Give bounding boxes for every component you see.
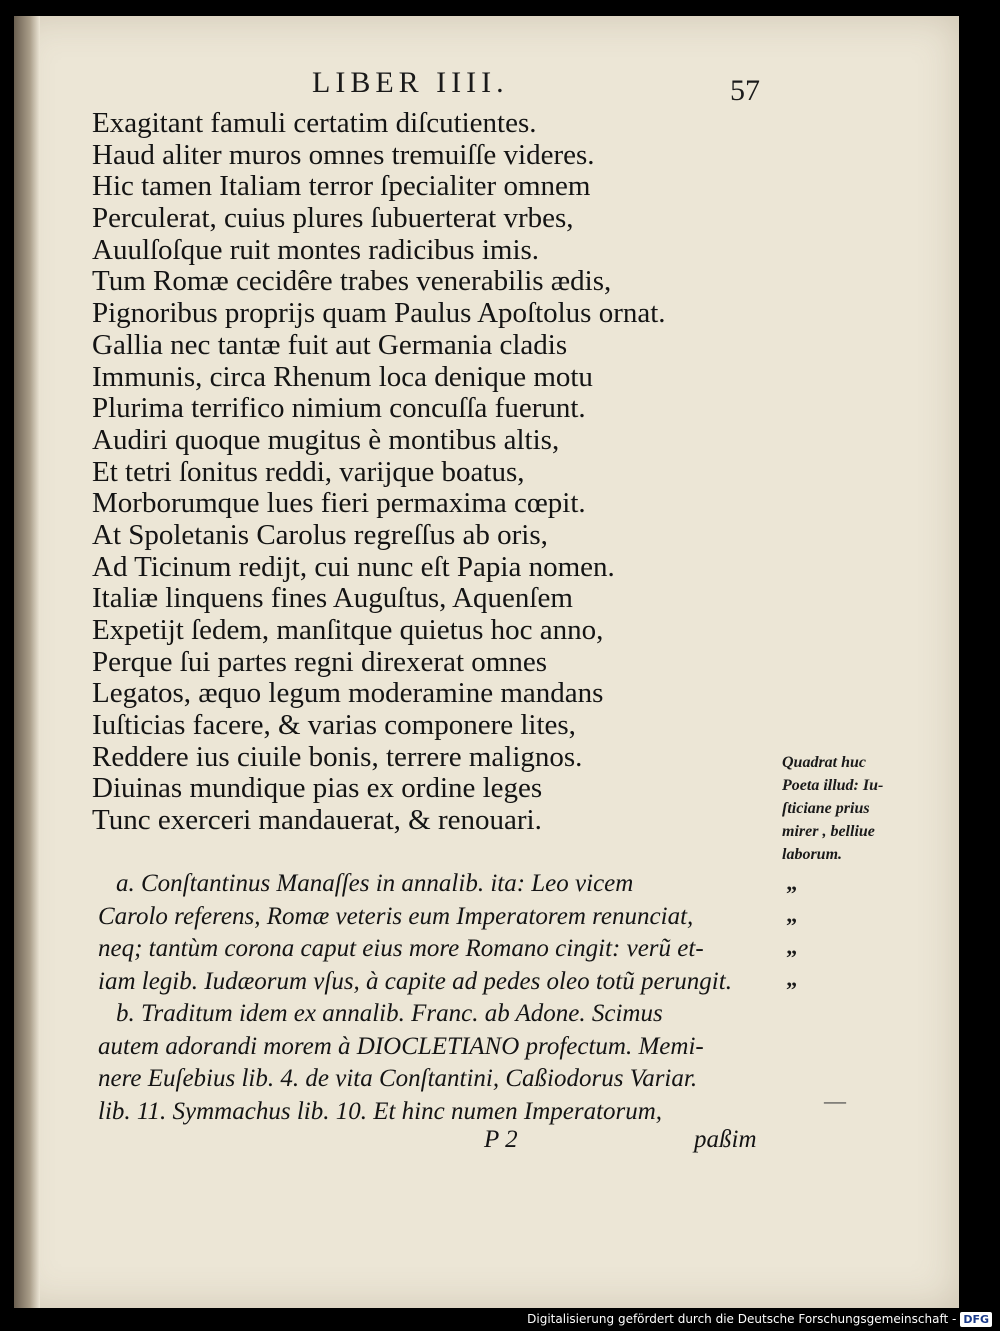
- verse-line: Perque ſui partes regni direxerat omnes: [92, 645, 547, 678]
- verse-line: Diuinas mundique pias ex ordine leges: [92, 772, 543, 805]
- marginal-note-line: laborum.: [782, 846, 843, 863]
- footnote-line: neq; tantùm corona caput eius more Romano cingit: verũ et-: [98, 935, 704, 962]
- book-spine-shadow: [14, 16, 40, 1308]
- marginal-note-line: Poeta illud: Iu-: [782, 777, 884, 794]
- footnote-line: autem adorandi morem à DIOCLETIANO profectum. Memi-: [98, 1032, 704, 1060]
- verse-line: Morborumque lues fieri permaxima cœpit.: [92, 487, 586, 520]
- verse-line: Gallia nec tantæ fuit aut Germania cladis: [92, 328, 568, 361]
- verse-line: Reddere ius ciuile bonis, terrere malignos.: [92, 740, 583, 773]
- verse-block: [92, 108, 772, 837]
- running-header: LIBER IIII.: [312, 66, 509, 99]
- footnote-line: iam legib. Iudæorum vſus, à capite ad pedes oleo totũ perungit.: [98, 967, 732, 995]
- footnote-line: nere Euſebius lib. 4. de vita Conſtantini, Caßiodorus Variar.: [98, 1065, 698, 1092]
- marginal-note-line: mirer , belliue: [782, 823, 875, 840]
- quote-mark: ”: [786, 945, 797, 970]
- credit-text: Digitalisierung gefördert durch die Deutsche Forschungsgemeinschaft -: [527, 1312, 957, 1326]
- margin-dash: —: [824, 1088, 846, 1113]
- verse-line: Immunis, circa Rhenum loca denique motu: [92, 360, 593, 393]
- verse-line: Audiri quoque mugitus è montibus altis,: [92, 423, 560, 456]
- dfg-logo: DFG: [960, 1312, 992, 1327]
- verse-line: Expetijt ſedem, manſitque quietus hoc anno,: [92, 614, 604, 646]
- verse-line: Pignoribus proprijs quam Paulus Apoſtolus ornat.: [92, 297, 666, 330]
- verse-line: Auulſoſque ruit montes radicibus imis.: [92, 233, 540, 266]
- page-number: 57: [730, 74, 760, 107]
- book-page: [14, 16, 959, 1308]
- verse-line: At Spoletanis Carolus regreſſus ab oris,: [92, 518, 548, 551]
- footnotes-block: [98, 868, 788, 1128]
- marginal-note-line: Quadrat huc: [782, 754, 867, 771]
- catchword: paßim: [694, 1126, 757, 1153]
- quote-mark: ”: [786, 977, 797, 1002]
- digitization-credit-bar: [0, 1308, 1000, 1331]
- verse-line: Et tetri ſonitus reddi, varijque boatus,: [92, 455, 525, 488]
- footnote-line: lib. 11. Symmachus lib. 10. Et hinc numen Imperatorum,: [98, 1097, 663, 1125]
- verse-line: Ad Ticinum redijt, cui nunc eſt Papia nomen.: [92, 550, 615, 583]
- verse-line: Plurima terrifico nimium concuſſa fuerunt.: [92, 392, 586, 425]
- verse-line: Tunc exerceri mandauerat, & renouari.: [92, 804, 542, 837]
- footnote-line: Carolo referens, Romæ veteris eum Imperatorem renunciat,: [98, 902, 694, 930]
- verse-line: Perculerat, cuius plures ſubuerterat vrbes,: [92, 202, 574, 235]
- marginal-note-line: ſticiane prius: [782, 800, 870, 817]
- verse-line: Italiæ linquens fines Auguſtus, Aquenſem: [92, 582, 573, 615]
- verse-line: Tum Romæ cecidêre trabes venerabilis ædis,: [92, 265, 612, 298]
- verse-line: Haud aliter muros omnes tremuiſſe videres.: [92, 138, 595, 171]
- marginal-note: [782, 751, 932, 866]
- verse-line: Hic tamen Italiam terror ſpecialiter omnem: [92, 170, 591, 203]
- verse-line: Legatos, æquo legum moderamine mandans: [92, 677, 604, 710]
- footnote-line: b. Traditum idem ex annalib. Franc. ab Adone. Scimus: [116, 1000, 663, 1027]
- quotation-marks-column: [786, 878, 797, 1006]
- quote-mark: ”: [786, 881, 797, 906]
- verse-line: Iuſticias facere, & varias componere lites,: [92, 709, 576, 742]
- verse-line: Exagitant famuli certatim diſcutientes.: [92, 107, 537, 139]
- quote-mark: ”: [786, 913, 797, 938]
- signature-mark: P 2: [484, 1126, 518, 1153]
- footnote-line: a. Conſtantinus Manaſſes in annalib. ita: Leo vicem: [116, 870, 634, 897]
